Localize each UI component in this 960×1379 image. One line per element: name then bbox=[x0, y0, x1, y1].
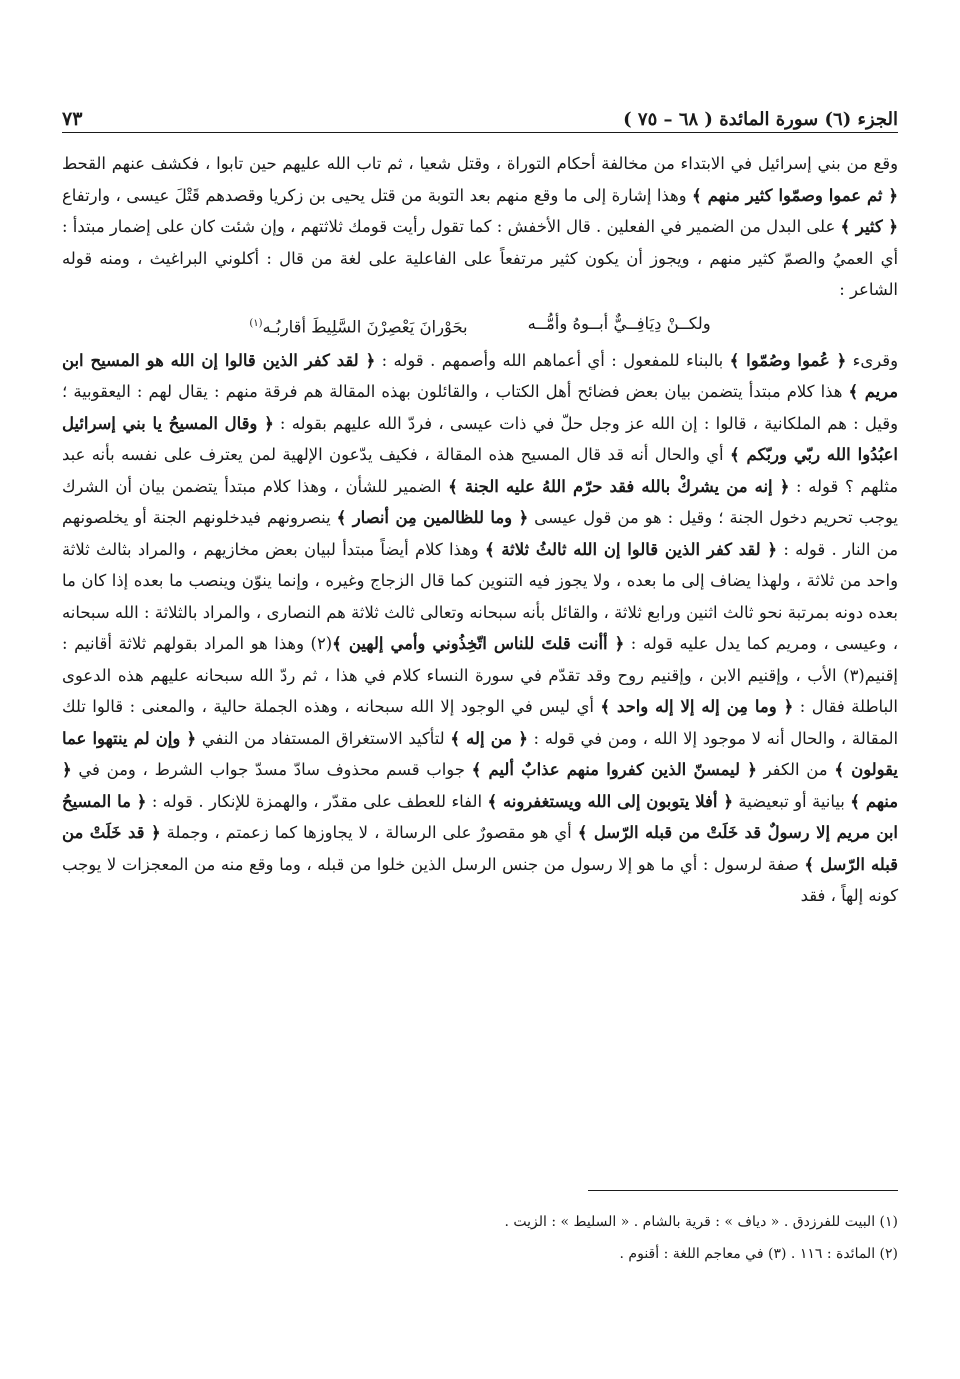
verse-hemistich-1: ولكــنْ دِيَافِــيٌّ أبــوهُ وأمُّــه bbox=[527, 313, 711, 333]
commentary-text: (٢) وهذا هو المراد بقولهم ثلاثة أقانيم : إقنيم(٣) الأب ، وإقنيم الابن ، وإقنيم روح وقد تقدّم في سورة النساء كلام في هذا ، ثم ردّ الله سبحانه عليهم هذه الدعوى الباطلة فقال : bbox=[62, 634, 898, 717]
quran-quote: ﴿ إنه من يشركْ بالله فقد حرّم اللهُ عليه الجنة ﴾ bbox=[448, 476, 790, 496]
quran-quote: ﴿ لقد كفر الذين قالوا إن الله ثالثُ ثلاثة ﴾ bbox=[484, 539, 778, 559]
commentary-text: وقرىء bbox=[846, 350, 899, 370]
commentary-text: الضمير للشأن ، وهذا كلام مبتدأ يتضمن بيان أن الشرك يوجب تحريم دخول الجنة ؛ وقيل : هو من قول عيسى bbox=[62, 476, 898, 528]
quran-quote: ﴿ كثير ﴾ bbox=[840, 217, 898, 236]
quran-quote: ﴿ منهم ﴾ bbox=[62, 760, 899, 811]
commentary-text: من الكفر bbox=[756, 760, 835, 780]
footnote-1: (١) البيت للفرزدق . « دياف » : قرية بالشام . « السليط » : الزيت . bbox=[504, 1214, 898, 1230]
commentary-text: بيانية أو تبعيضية bbox=[732, 791, 851, 811]
quran-quote: ﴿ أأنت قلتَ للناس اتّخِذُوني وأمي إلهين ﴾ bbox=[332, 634, 625, 654]
verse-hemistich-2: بحَوْرانَ يَعْصِرْنَ السَّلِيطَ أقاربُـه$^{(١)}$ bbox=[249, 316, 468, 336]
commentary-text: ينصرونهم فيدخلونهم الجنة أو يخلصونهم من النار . قوله : bbox=[62, 508, 898, 559]
header-title: الجزء (٦) سورة المائدة ( ٦٨ – ٧٥ ) bbox=[623, 109, 898, 130]
commentary-text: أي ليس في الوجود إلا الله سبحانه ، وهذه الجملة حالية ، والمعنى : قالوا تلك المقالة ، والحال أنه لا موجود إلا الله ، ومن في قوله : bbox=[62, 697, 899, 748]
header-rule bbox=[62, 132, 898, 133]
footnotes bbox=[62, 1206, 898, 1270]
commentary-text: هذا كلام مبتدأ يتضمن بيان بعض فضائح أهل الكتاب ، والقائلون بهذه المقالة هم فرقة منهم : يقال لهم : اليعقوبية ؛ وقيل : هم الملكانية ، قالوا : إن الله عز وجل حلّ في ذات عيسى ، فردّ الله عليهم بقوله : bbox=[62, 382, 898, 433]
quran-quote: ﴿ وقال المسيحُ يا بني إسرائيل اعبُدُوا الله ربّي وربّكم ﴾ bbox=[62, 413, 898, 465]
body-text bbox=[62, 148, 898, 912]
quran-quote: ﴿ من إله ﴾ bbox=[450, 728, 528, 748]
quran-quote: ﴿ أفلا يتوبون إلى الله ويستغفرونه ﴾ bbox=[487, 791, 733, 811]
commentary-text: بالبناء للمفعول : أي أعماهم الله وأصمهم . قوله : bbox=[375, 350, 730, 370]
commentary-text: وهذا إشارة إلى ما وقع منهم بعد التوبة من قتل يحيى بن زكريا وقصدهم قَتْلَ عيسى ، وارتفاع bbox=[62, 185, 693, 205]
commentary-text: الفاء للعطف على مقدّر ، والهمزة للإنكار . قوله : bbox=[146, 791, 488, 811]
quran-quote: ﴿ ما المسيحُ ابن مريم إلا رسولٌ قد خَلَتْ من قبله الرّسل ﴾ bbox=[62, 791, 898, 843]
quran-quote: ﴿ قد خَلَتْ من قبله الرّسل ﴾ bbox=[62, 823, 898, 874]
commentary-text: أي والحال أنه قد قال المسيح هذه المقالة ، فكيف يدّعون الإلهية لمن يعترف على نفسه بأنه عبد مثلهم ؟ قوله : bbox=[62, 445, 898, 496]
footnote-2: (٢) المائدة : ١١٦ . (٣) في معاجم اللغة : أقنوم . bbox=[619, 1246, 898, 1262]
quran-quote: ﴿ وإن لم ينتهوا عما يقولون ﴾ bbox=[62, 728, 898, 780]
commentary-text: وهذا كلام أيضاً مبتدأ لبيان بعض مخازيهم ، والمراد بثالث ثلاثة واحد من ثلاثة ، ولهذا يضاف إلى ما بعده ، ولا يجوز فيه التنوين كما قال الزجاج وغيره ، وإنما ينوّن وينصب ما بعده إذا كان ما بعده دونه بمرتبة نحو ثالث اثنين ورابع ثلاثة ، والقائل بأنه سبحانه وتعالى ثالث ثلاثة هم النصارى ، والمراد بالثلاثة : الله سبحانه ، وعيسى ، ومريم كما يدل عليه قوله : bbox=[62, 539, 899, 654]
quran-quote: ﴿ وما للظالمين مِن أنصار ﴾ bbox=[336, 508, 529, 528]
commentary-text: صفة لرسول : أي ما هو إلا رسول من جنس الرسل الذين خلوا من قبله ، وما وقع منه من المعجزات لا يوجب كونه إلهاً ، فقد bbox=[62, 854, 898, 906]
quran-quote: ﴿ ثم عموا وصمّوا كثير منهم ﴾ bbox=[692, 185, 898, 205]
poetry-verse bbox=[62, 306, 898, 345]
commentary-text: أي هو مقصورٌ على الرسالة ، لا يجاوزها كما زعمتم ، وجملة bbox=[160, 823, 578, 843]
paragraph-1 bbox=[62, 148, 898, 306]
running-header bbox=[62, 96, 898, 130]
commentary-text: على البدل من الضمير في الفعلين . قال الأخفش : كما تقول رأيت قومك ثلاثتهم ، وإن شئت كان على إضمار مبتدأ : أي العميُ والصمّ كثير منهم ، ويجوز أن يكون كثير مرتفعاً على الفاعلية على لغة من قال : أكلوني البراغيث ، ومنه قوله الشاعر : bbox=[62, 217, 898, 299]
commentary-text: وقع من بني إسرائيل في الابتداء من مخالفة أحكام التوراة ، وقتل شعيا ، ثم تاب الله عليهم حين تابوا ، فكشف عنهم القحط bbox=[62, 154, 898, 173]
footnote-rule bbox=[588, 1190, 898, 1191]
quran-quote: ﴿ عُموا وصُمّوا ﴾ bbox=[729, 350, 847, 370]
quran-quote: ﴿ وما مِن إله إلا إله واحد ﴾ bbox=[600, 697, 794, 717]
page-number: ٧٣ bbox=[62, 108, 83, 130]
quran-quote: ﴿ لقد كفر الذين قالوا إن الله هو المسيح ابن مريم ﴾ bbox=[62, 350, 898, 402]
commentary-text: جواب قسم محذوف سادّ مسدّ جواب الشرط ، ومن في bbox=[71, 760, 472, 780]
paragraph-2 bbox=[62, 345, 898, 912]
quran-quote: ﴿ ليمسنّ الذين كفروا منهم عذابٌ أليم ﴾ bbox=[471, 760, 757, 780]
footnote-mark: (١) bbox=[249, 317, 263, 329]
commentary-text: لتأكيد الاستغراق المستفاد من النفي bbox=[196, 728, 451, 748]
